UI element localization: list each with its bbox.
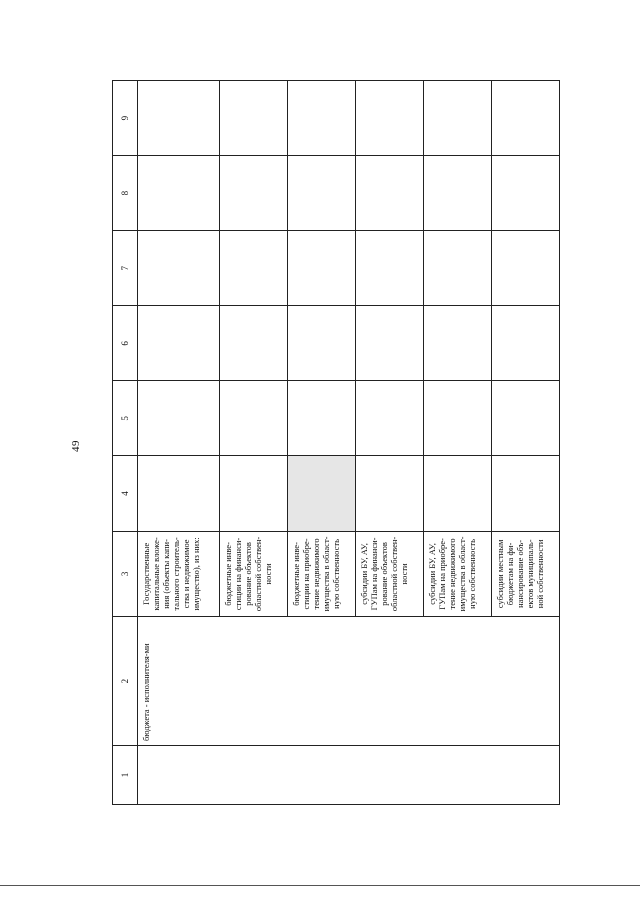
table-rotated (112, 80, 572, 805)
col-number-5: 5 (113, 381, 138, 456)
cell (220, 156, 288, 231)
row-label: субсидии БУ, АУ, ГУПам на финанси-рование объектов областной собствен-ности (356, 531, 424, 617)
cell (138, 456, 220, 531)
cell (356, 156, 424, 231)
page-number: 49 (70, 440, 82, 452)
cell (220, 81, 288, 156)
cell (356, 381, 424, 456)
col-number-4: 4 (113, 456, 138, 531)
cell-col2: бюджета - исполнителя-ми (138, 617, 560, 746)
col-number-8: 8 (113, 156, 138, 231)
cell (424, 156, 492, 231)
cell (424, 81, 492, 156)
cell (220, 456, 288, 531)
cell (424, 231, 492, 306)
header-row (113, 81, 138, 805)
cell (220, 381, 288, 456)
cell (356, 81, 424, 156)
cell (424, 306, 492, 381)
cell (138, 306, 220, 381)
cell (220, 231, 288, 306)
cell (138, 231, 220, 306)
cell (424, 381, 492, 456)
cell (492, 456, 560, 531)
cell (492, 306, 560, 381)
cell (288, 381, 356, 456)
col-number-3: 3 (113, 531, 138, 617)
cell (220, 306, 288, 381)
cell (138, 156, 220, 231)
table-row (138, 81, 220, 805)
row-label: субсидии БУ, АУ, ГУПам на приобре-тение недвижимого имущества в област-ную собственность (424, 531, 492, 617)
row-label: бюджетные инве-стиции на приобре-тение недвижимого имущества в област-ную собственность (288, 531, 356, 617)
row-label: бюджетные инве-стиции на финанси-рование объектов областной собствен-ности (220, 531, 288, 617)
col-number-9: 9 (113, 81, 138, 156)
col-number-2: 2 (113, 617, 138, 746)
cell (288, 231, 356, 306)
col-number-6: 6 (113, 306, 138, 381)
table-rotation-wrapper (112, 80, 572, 805)
cell (492, 231, 560, 306)
bottom-rule (0, 885, 640, 886)
cell (288, 156, 356, 231)
col-number-7: 7 (113, 231, 138, 306)
cell (492, 156, 560, 231)
document-table (112, 80, 560, 805)
cell (138, 381, 220, 456)
cell (424, 456, 492, 531)
cell (138, 81, 220, 156)
row-label: Государственные капитальные вложе-ния (объекты капи-тального строитель-ства и недвижимое имущество), из них: (138, 531, 220, 617)
shaded-cell (288, 456, 356, 531)
col-number-1: 1 (113, 746, 138, 805)
cell-col1 (138, 746, 560, 805)
cell (356, 456, 424, 531)
row-label: субсидии местным бюджетам на фи-нансирование объ-ектов муниципаль-ной собственности (492, 531, 560, 617)
cell (288, 81, 356, 156)
cell (288, 306, 356, 381)
cell (492, 81, 560, 156)
cell (356, 231, 424, 306)
cell (492, 381, 560, 456)
cell (356, 306, 424, 381)
